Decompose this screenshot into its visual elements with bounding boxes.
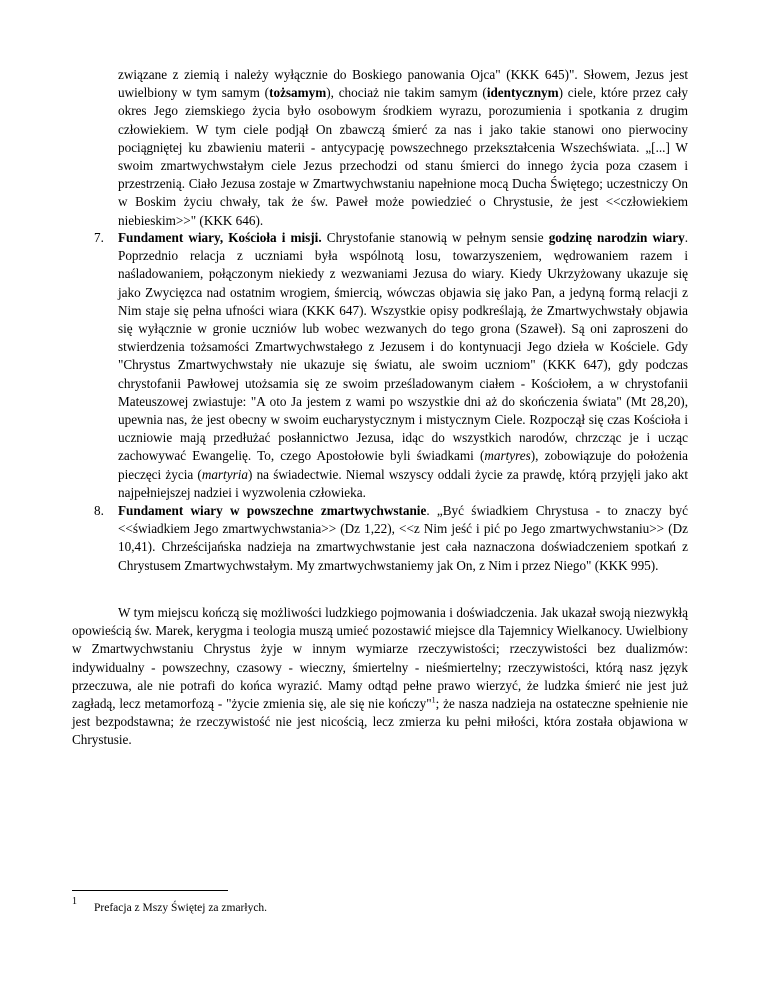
text: ; że nasza nadzieja na ostateczne spełnienie nie jest bezpodstawna; że rzeczywistość nie jest nicością, lecz zmierza ku pełni miłości, która została objawiona w Chrystusie. [72, 696, 688, 748]
footnote-reference[interactable]: 1 [431, 695, 436, 705]
text: Chrystofanie stanowią w pełnym sensie [321, 230, 549, 245]
list-item-7 [72, 229, 688, 502]
italic-term: martyres [484, 448, 531, 464]
list-item-body [118, 229, 688, 502]
list-item-8 [72, 502, 688, 575]
footnote-separator [72, 890, 228, 891]
text: . „Być świadkiem Chrystusa - to znaczy być <<świadkiem Jego zmartwychwstania>> (Dz 1,22), <<z Nim jeść i pić po Jego zmartwychwstaniu>> (Dz 10,41). Chrześcijańska nadzieja na zmartwychwstanie jest cała naznaczona doświadczeniem spotkań z Chrystusem Zmartwychwstałym. My zmartwychwstaniemy jak On, z Nim i przez Niego" (KKK 995). [118, 503, 688, 573]
closing-paragraph [72, 604, 688, 750]
text: . Poprzednio relacja z uczniami była wspólnotą losu, towarzyszeniem, wędrowaniem razem i naśladowaniem, połączonym niekiedy z wezwaniami Jezusa do wiary. Kiedy Ukrzyżowany ukazuje się jako Zwycięzca nad ostatnim wrogiem, śmiercią, wówczas objawia się jako Pan, a jedyną formą relacji z Nim staje się pełna ufności wiara (KKK 647). Wszystkie opisy podkreślają, że Zmartwychwstały objawia się wyłącznie w gronie uczniów lub wobec wezwanych do tego grona (Szaweł). Są oni zaproszeni do stwierdzenia tożsamości Zmartwychwstałego z Jezusem i do kontynuacji Jego dzieła w Kościele. Gdy "Chrystus Zmartwychwstały nie ukazuje się światu, ale swoim uczniom" (KKK 647), gdy podczas chrystofanii Pawłowej utożsamia się ze swoim prześladowanym ciałem - Kościołem, a w chrystofanii Mateuszowej zwiastuje: "A oto Ja jestem z wami po wszystkie dni aż do skończenia świata" (Mt 28,20), upewnia nas, że jest obecny w swoim eucharystycznym i mistycznym Ciele. Rozpoczął się czas Kościoła i uczniowie mają przedłużać posłannictwo Jezusa, idąc do wszystkich narodów, chrzcząc je i ucząc zachowywać Ewangelię. To, czego Apostołowie byli świadkami ( [118, 230, 689, 464]
italic-term: martyria [201, 466, 248, 482]
continuation-paragraph [118, 66, 688, 230]
list-number: 7. [94, 230, 104, 245]
text: ), zobowiązuje do położenia pieczęci życia ( [118, 448, 688, 482]
footnote-text: Prefacja z Mszy Świętej za zmarłych. [94, 902, 268, 914]
text: ), chociaż nie takim samym ( [326, 85, 487, 101]
list-item-body [118, 502, 688, 575]
text: związane z ziemią i należy wyłącznie do Boskiego panowania Ojca" (KKK 645)". Słowem, Jezus jest uwielbiony w tym samym ( [118, 67, 688, 101]
footnote-number: 1 [72, 896, 77, 907]
text: W tym miejscu kończą się możliwości ludzkiego pojmowania i doświadczenia. Jak ukazał swoją niezwykłą opowieścią św. Marek, kerygma i teologia muszą umieć pozostawić miejsce dla Tajemnicy Wielkanocy. Uwielbiony w Zmartwychwstaniu Chrystus żyje w innym wymiarze rzeczywistości; rzeczywistości bez dualizmów: indywidualny - powszechny, czasowy - wieczny, śmiertelny - nieśmiertelny; rzeczywistości, którą nasz język przeczuwa, ale nie potrafi do końca wyrazić. Mamy odtąd pełne prawo wierzyć, że ludzka śmierć nie jest już zagładą, lecz metamorfozą - "życie zmienia się, ale się nie kończy" [72, 605, 688, 712]
bold-term: tożsamym [269, 85, 327, 101]
text: ) na świadectwie. Niemal wszyscy oddali życie za prawdę, którą przyjęli jako akt najpełniejszej nadziei i wyzwolenia człowieka. [118, 466, 688, 500]
item-heading: Fundament wiary, Kościoła i misji. [118, 230, 322, 245]
bold-term: identycznym [486, 85, 559, 101]
text: ) ciele, które przez cały okres Jego ziemskiego życia było osobowym środkiem wyrazu, porozumienia i spotkania z drugim człowiekiem. W tym ciele podjął On zbawczą śmierć za nas i jako takie stanowi ono pierwociny pociągniętej ku zbawieniu materii - antycypację powszechnego przekształcenia Wszechświata. „[...] W swoim zmartwychwstałym ciele Jezus przechodzi od stanu śmierci do innego życia poza czasem i przestrzenią. Ciało Jezusa zostaje w Zmartwychwstaniu napełnione mocą Ducha Świętego; uczestniczy On w Boskim życiu chwały, tak że św. Paweł może powiedzieć o Chrystusie, że jest <<człowiekiem niebieskim>>" (KKK 646). [118, 85, 688, 228]
item-heading: Fundament wiary w powszechne zmartwychwstanie [118, 503, 427, 518]
list-number: 8. [94, 503, 104, 518]
footnote [72, 897, 267, 916]
bold-term: godzinę narodzin wiary [548, 230, 685, 245]
